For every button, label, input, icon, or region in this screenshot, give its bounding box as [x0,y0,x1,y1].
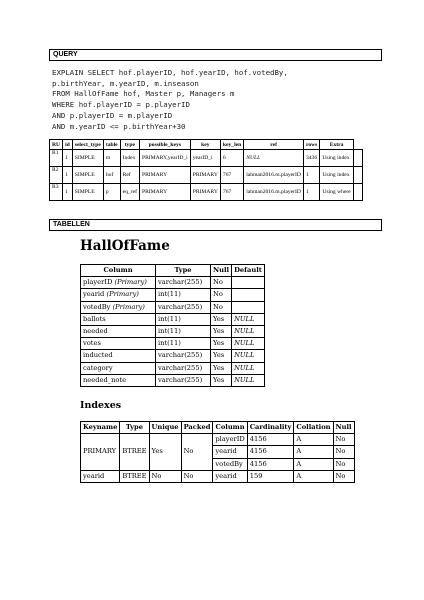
explain-blank-cell [353,150,362,167]
explain-header-cell: possible_keys [139,140,190,150]
index-collation-cell: A [294,434,333,446]
explain-header-cell: type [120,140,139,150]
column-type-cell: varchar(255) [156,277,211,289]
column-type-cell: int(11) [156,338,211,350]
explain-cell: 1 [303,184,319,201]
indexes-header-cell: Type [120,422,149,434]
explain-cell: NULL [244,150,304,167]
sql-line: FROM HallOfFame hof, Master p, Managers m [52,89,235,99]
explain-cell: PRIMARY,yearID_i [139,150,190,167]
explain-cell: lahman2016.m.playerID [244,167,304,184]
column-name-cell: playerID (Primary) [81,277,156,289]
explain-cell: 767 [220,167,243,184]
explain-header-cell: id [63,140,73,150]
explain-cell: p [103,184,120,201]
explain-row [50,167,363,184]
column-default-cell [232,277,265,289]
indexes-table [80,421,355,483]
tables-section-header: TABELLEN [49,219,382,231]
column-default-cell [232,301,265,313]
column-null-cell: Yes [211,362,232,374]
column-type-cell: varchar(255) [156,362,211,374]
column-type-cell: varchar(255) [156,350,211,362]
column-null-cell: Yes [211,374,232,386]
explain-table [49,139,363,201]
explain-cell: 1 [303,167,319,184]
column-type-cell: int(11) [156,325,211,337]
explain-blank-cell [353,140,362,150]
index-null-cell: No [333,434,354,446]
index-collation-cell: A [294,458,333,470]
indexes-header-cell: Null [333,422,354,434]
explain-cell: SIMPLE [72,150,103,167]
explain-cell: yearID_i [190,150,220,167]
explain-cell: Using index [320,167,353,184]
sql-line: AND p.playerID = m.playerID [52,110,173,120]
explain-header-cell: RU [50,140,63,150]
explain-cell: 1 [63,167,73,184]
explain-header-cell: table [103,140,120,150]
column-type-cell: int(11) [156,289,211,301]
column-name-cell: votes [81,338,156,350]
index-type-cell: BTREE [120,434,149,471]
indexes-header-cell: Unique [149,422,181,434]
index-unique-cell: Yes [149,434,181,471]
indexes-header-cell: Cardinality [247,422,294,434]
explain-cell: 6 [220,150,243,167]
index-packed-cell: No [181,434,213,471]
explain-cell: R3 [50,184,63,201]
indexes-title: Indexes [80,400,122,411]
index-column-cell: playerID [213,434,247,446]
columns-row [81,325,265,337]
column-type-cell: int(11) [156,313,211,325]
index-packed-cell: No [181,470,213,482]
column-default-cell: NULL [232,374,265,386]
column-default-cell: NULL [232,325,265,337]
columns-row [81,350,265,362]
index-keyname-cell: PRIMARY [81,434,120,471]
explain-header-cell: select_type [72,140,103,150]
explain-header-cell: rows [303,140,319,150]
explain-cell: 1 [63,184,73,201]
column-name-cell: needed_note [81,374,156,386]
table-title: HallOfFame [80,238,170,254]
index-column-cell: yearid [213,446,247,458]
explain-header-cell: key_len [220,140,243,150]
column-name-cell: votedBy (Primary) [81,301,156,313]
explain-cell: 1 [63,150,73,167]
columns-row [81,362,265,374]
sql-query [52,68,288,132]
column-null-cell: No [211,289,232,301]
columns-header-cell: Column [81,265,156,277]
indexes-header-cell: Packed [181,422,213,434]
column-default-cell: NULL [232,313,265,325]
explain-blank-cell [353,184,362,201]
explain-cell: SIMPLE [72,184,103,201]
index-unique-cell: No [149,470,181,482]
explain-row [50,184,363,201]
explain-cell: PRIMARY [190,167,220,184]
explain-cell: PRIMARY [139,184,190,201]
column-name-cell: category [81,362,156,374]
columns-header-cell: Type [156,265,211,277]
index-cardinality-cell: 4156 [247,434,294,446]
column-name-cell: needed [81,325,156,337]
sql-line: EXPLAIN SELECT hof.playerID, hof.yearID, hof.votedBy, [52,68,288,77]
index-cardinality-cell: 159 [247,470,294,482]
index-keyname-cell: yearid [81,470,120,482]
indexes-header-cell: Keyname [81,422,120,434]
columns-table [80,264,265,387]
columns-row [81,313,265,325]
column-default-cell [232,289,265,301]
column-default-cell: NULL [232,350,265,362]
explain-header-cell: key [190,140,220,150]
column-name-cell: inducted [81,350,156,362]
column-default-cell: NULL [232,338,265,350]
explain-cell: R1 [50,150,63,167]
explain-cell: 767 [220,184,243,201]
explain-header-row [50,140,363,150]
explain-cell: SIMPLE [72,167,103,184]
explain-cell: hof [103,167,120,184]
column-name-cell: ballots [81,313,156,325]
column-null-cell: No [211,277,232,289]
explain-cell: PRIMARY [139,167,190,184]
indexes-row [81,470,355,482]
indexes-header-cell: Column [213,422,247,434]
index-cardinality-cell: 4156 [247,458,294,470]
column-type-cell: varchar(255) [156,374,211,386]
index-type-cell: BTREE [120,470,149,482]
explain-cell: 3436 [303,150,319,167]
query-section-header: QUERY [49,49,382,61]
explain-cell: Using index [320,150,353,167]
explain-blank-cell [353,167,362,184]
index-column-cell: yearid [213,470,247,482]
column-null-cell: Yes [211,325,232,337]
index-cardinality-cell: 4156 [247,446,294,458]
index-collation-cell: A [294,446,333,458]
columns-row [81,338,265,350]
index-null-cell: No [333,470,354,482]
indexes-row [81,434,355,446]
explain-cell: R2 [50,167,63,184]
column-default-cell: NULL [232,362,265,374]
explain-cell: m [103,150,120,167]
explain-cell: Ref [120,167,139,184]
sql-line: AND m.yearID <= p.birthYear+30 [52,121,186,131]
explain-cell: eq_ref [120,184,139,201]
column-null-cell: Yes [211,338,232,350]
columns-header-row [81,265,265,277]
sql-line: WHERE hof.playerID = p.playerID [52,100,190,110]
index-null-cell: No [333,458,354,470]
explain-header-cell: Extra [320,140,353,150]
explain-cell: lahman2016.m.playerID [244,184,304,201]
column-null-cell: Yes [211,313,232,325]
columns-row [81,277,265,289]
index-column-cell: votedBy [213,458,247,470]
column-null-cell: Yes [211,350,232,362]
sql-line: p.birthYear, m.yearID, m.inseason [52,78,199,88]
column-type-cell: varchar(255) [156,301,211,313]
explain-cell: Using where [320,184,353,201]
columns-row [81,301,265,313]
indexes-header-cell: Collation [294,422,333,434]
explain-row [50,150,363,167]
columns-row [81,289,265,301]
column-name-cell: yearid (Primary) [81,289,156,301]
explain-cell: PRIMARY [190,184,220,201]
columns-header-cell: Default [232,265,265,277]
index-collation-cell: A [294,470,333,482]
explain-cell: Index [120,150,139,167]
explain-header-cell: ref [244,140,304,150]
index-null-cell: No [333,446,354,458]
columns-header-cell: Null [211,265,232,277]
columns-row [81,374,265,386]
column-null-cell: No [211,301,232,313]
indexes-header-row [81,422,355,434]
